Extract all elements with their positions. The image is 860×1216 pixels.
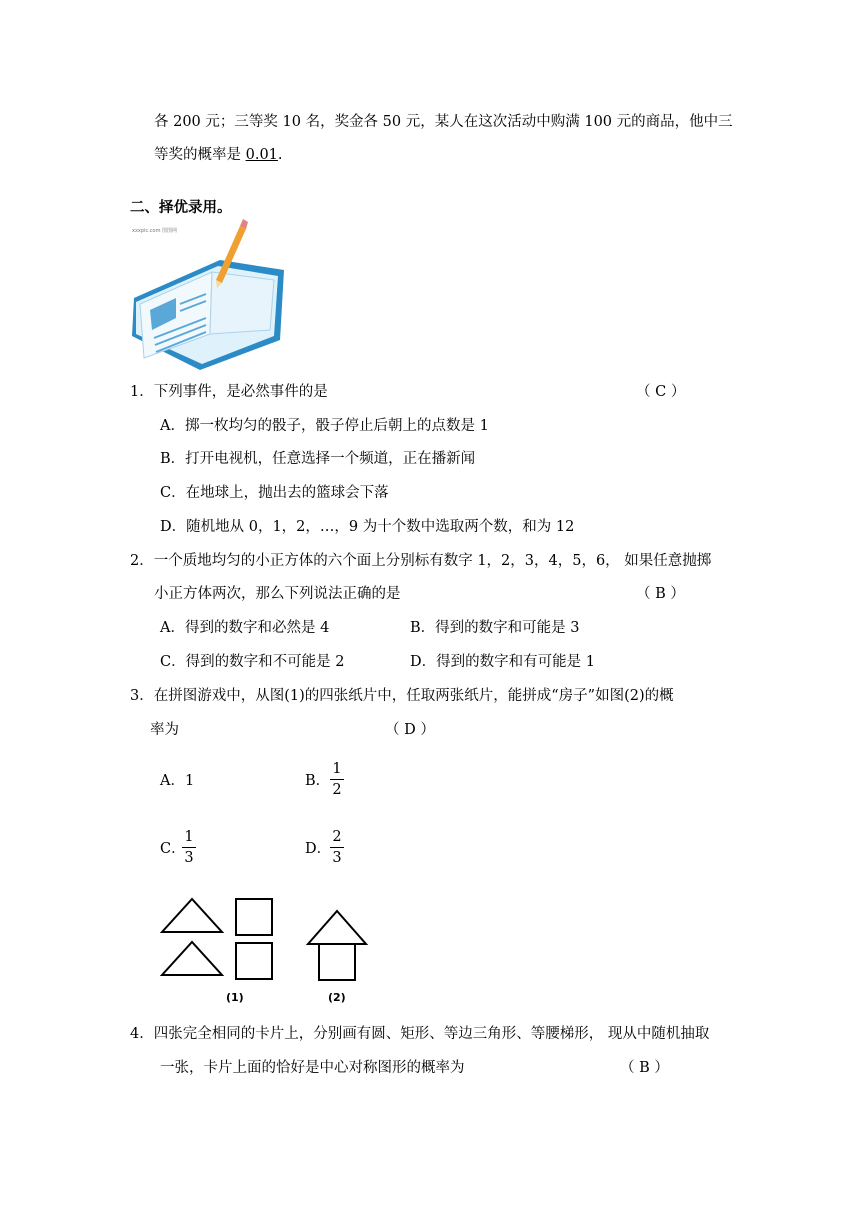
intro-line-2-prefix: 等奖的概率是 [154, 147, 246, 163]
q3-option-b-numerator: 1 [332, 761, 342, 777]
house-roof [308, 911, 366, 944]
q1-answer: （ C ） [636, 384, 686, 400]
q4-answer: （ B ） [620, 1060, 669, 1076]
q1-stem: 1．下列事件，是必然事件的是 [130, 384, 328, 400]
logo-watermark: xxxpic.com 图图网 [132, 228, 178, 234]
intro-line-1: 各 200 元；三等奖 10 名，奖金各 50 元，某人在这次活动中购满 100 元的商品，他中三 [154, 114, 733, 130]
q3-option-b-label: B． [305, 773, 331, 789]
q2-option-c: C．得到的数字和不可能是 2 [160, 654, 345, 670]
q1-option-a: A．掷一枚均匀的骰子，骰子停止后朝上的点数是 1 [160, 418, 489, 434]
q4-stem-line-1: 4．四张完全相同的卡片上，分别画有圆、矩形、等边三角形、等腰梯形， 现从中随机抽取 [130, 1026, 710, 1042]
triangle-piece-top [162, 899, 222, 932]
q3-option-d-numerator: 2 [332, 829, 342, 845]
q3-option-c-numerator: 1 [184, 829, 194, 845]
q3-option-c-label: C． [160, 841, 186, 857]
section-title: 二、择优录用。 [130, 200, 232, 216]
q1-option-c: C．在地球上，抛出去的篮球会下落 [160, 485, 389, 501]
figure-2-house [300, 905, 380, 1005]
q3-option-c-denominator: 3 [184, 850, 194, 866]
square-piece-top [236, 899, 272, 935]
q3-option-b-denominator: 2 [332, 782, 342, 798]
q2-option-b: B．得到的数字和可能是 3 [410, 620, 580, 636]
q2-answer: （ B ） [636, 586, 685, 602]
book-illustration [128, 218, 288, 373]
q3-option-a: A．1 [160, 773, 195, 789]
figure-1-pieces [158, 895, 278, 1005]
q3-stem-line-1: 3．在拼图游戏中，从图(1)的四张纸片中，任取两张纸片，能拼成“房子”如图(2)的概 [130, 688, 674, 704]
q2-option-d: D．得到的数字和有可能是 1 [410, 654, 595, 670]
figure-2-label: (2) [328, 991, 346, 1004]
house-body [319, 944, 355, 980]
square-piece-bottom [236, 943, 272, 979]
q3-stem-line-2: 率为 [150, 722, 179, 738]
intro-line-2 [154, 145, 283, 165]
q3-answer: （ D ） [385, 722, 435, 738]
probability-value: 0.01 [245, 147, 278, 163]
triangle-piece-bottom [162, 942, 222, 975]
q2-stem-line-1: 2．一个质地均匀的小正方体的六个面上分别标有数字 1，2，3，4，5，6， 如果任意抛掷 [130, 553, 712, 569]
intro-line-2-suffix: . [277, 147, 283, 163]
q2-stem-line-2: 小正方体两次，那么下列说法正确的是 [154, 586, 401, 602]
q3-option-d-label: D． [305, 841, 332, 857]
figure-1-label: (1) [226, 991, 244, 1004]
q2-option-a: A．得到的数字和必然是 4 [160, 620, 330, 636]
q3-option-d-denominator: 3 [332, 850, 342, 866]
q1-option-d: D．随机地从 0，1，2，…，9 为十个数中选取两个数，和为 12 [160, 519, 575, 535]
q3-option-d-fraction [330, 828, 344, 867]
q3-option-b-fraction [330, 760, 344, 799]
q3-option-c-fraction [182, 828, 196, 867]
q4-stem-line-2: 一张，卡片上面的恰好是中心对称图形的概率为 [160, 1060, 465, 1076]
q1-option-b: B．打开电视机，任意选择一个频道，正在播新闻 [160, 451, 476, 467]
